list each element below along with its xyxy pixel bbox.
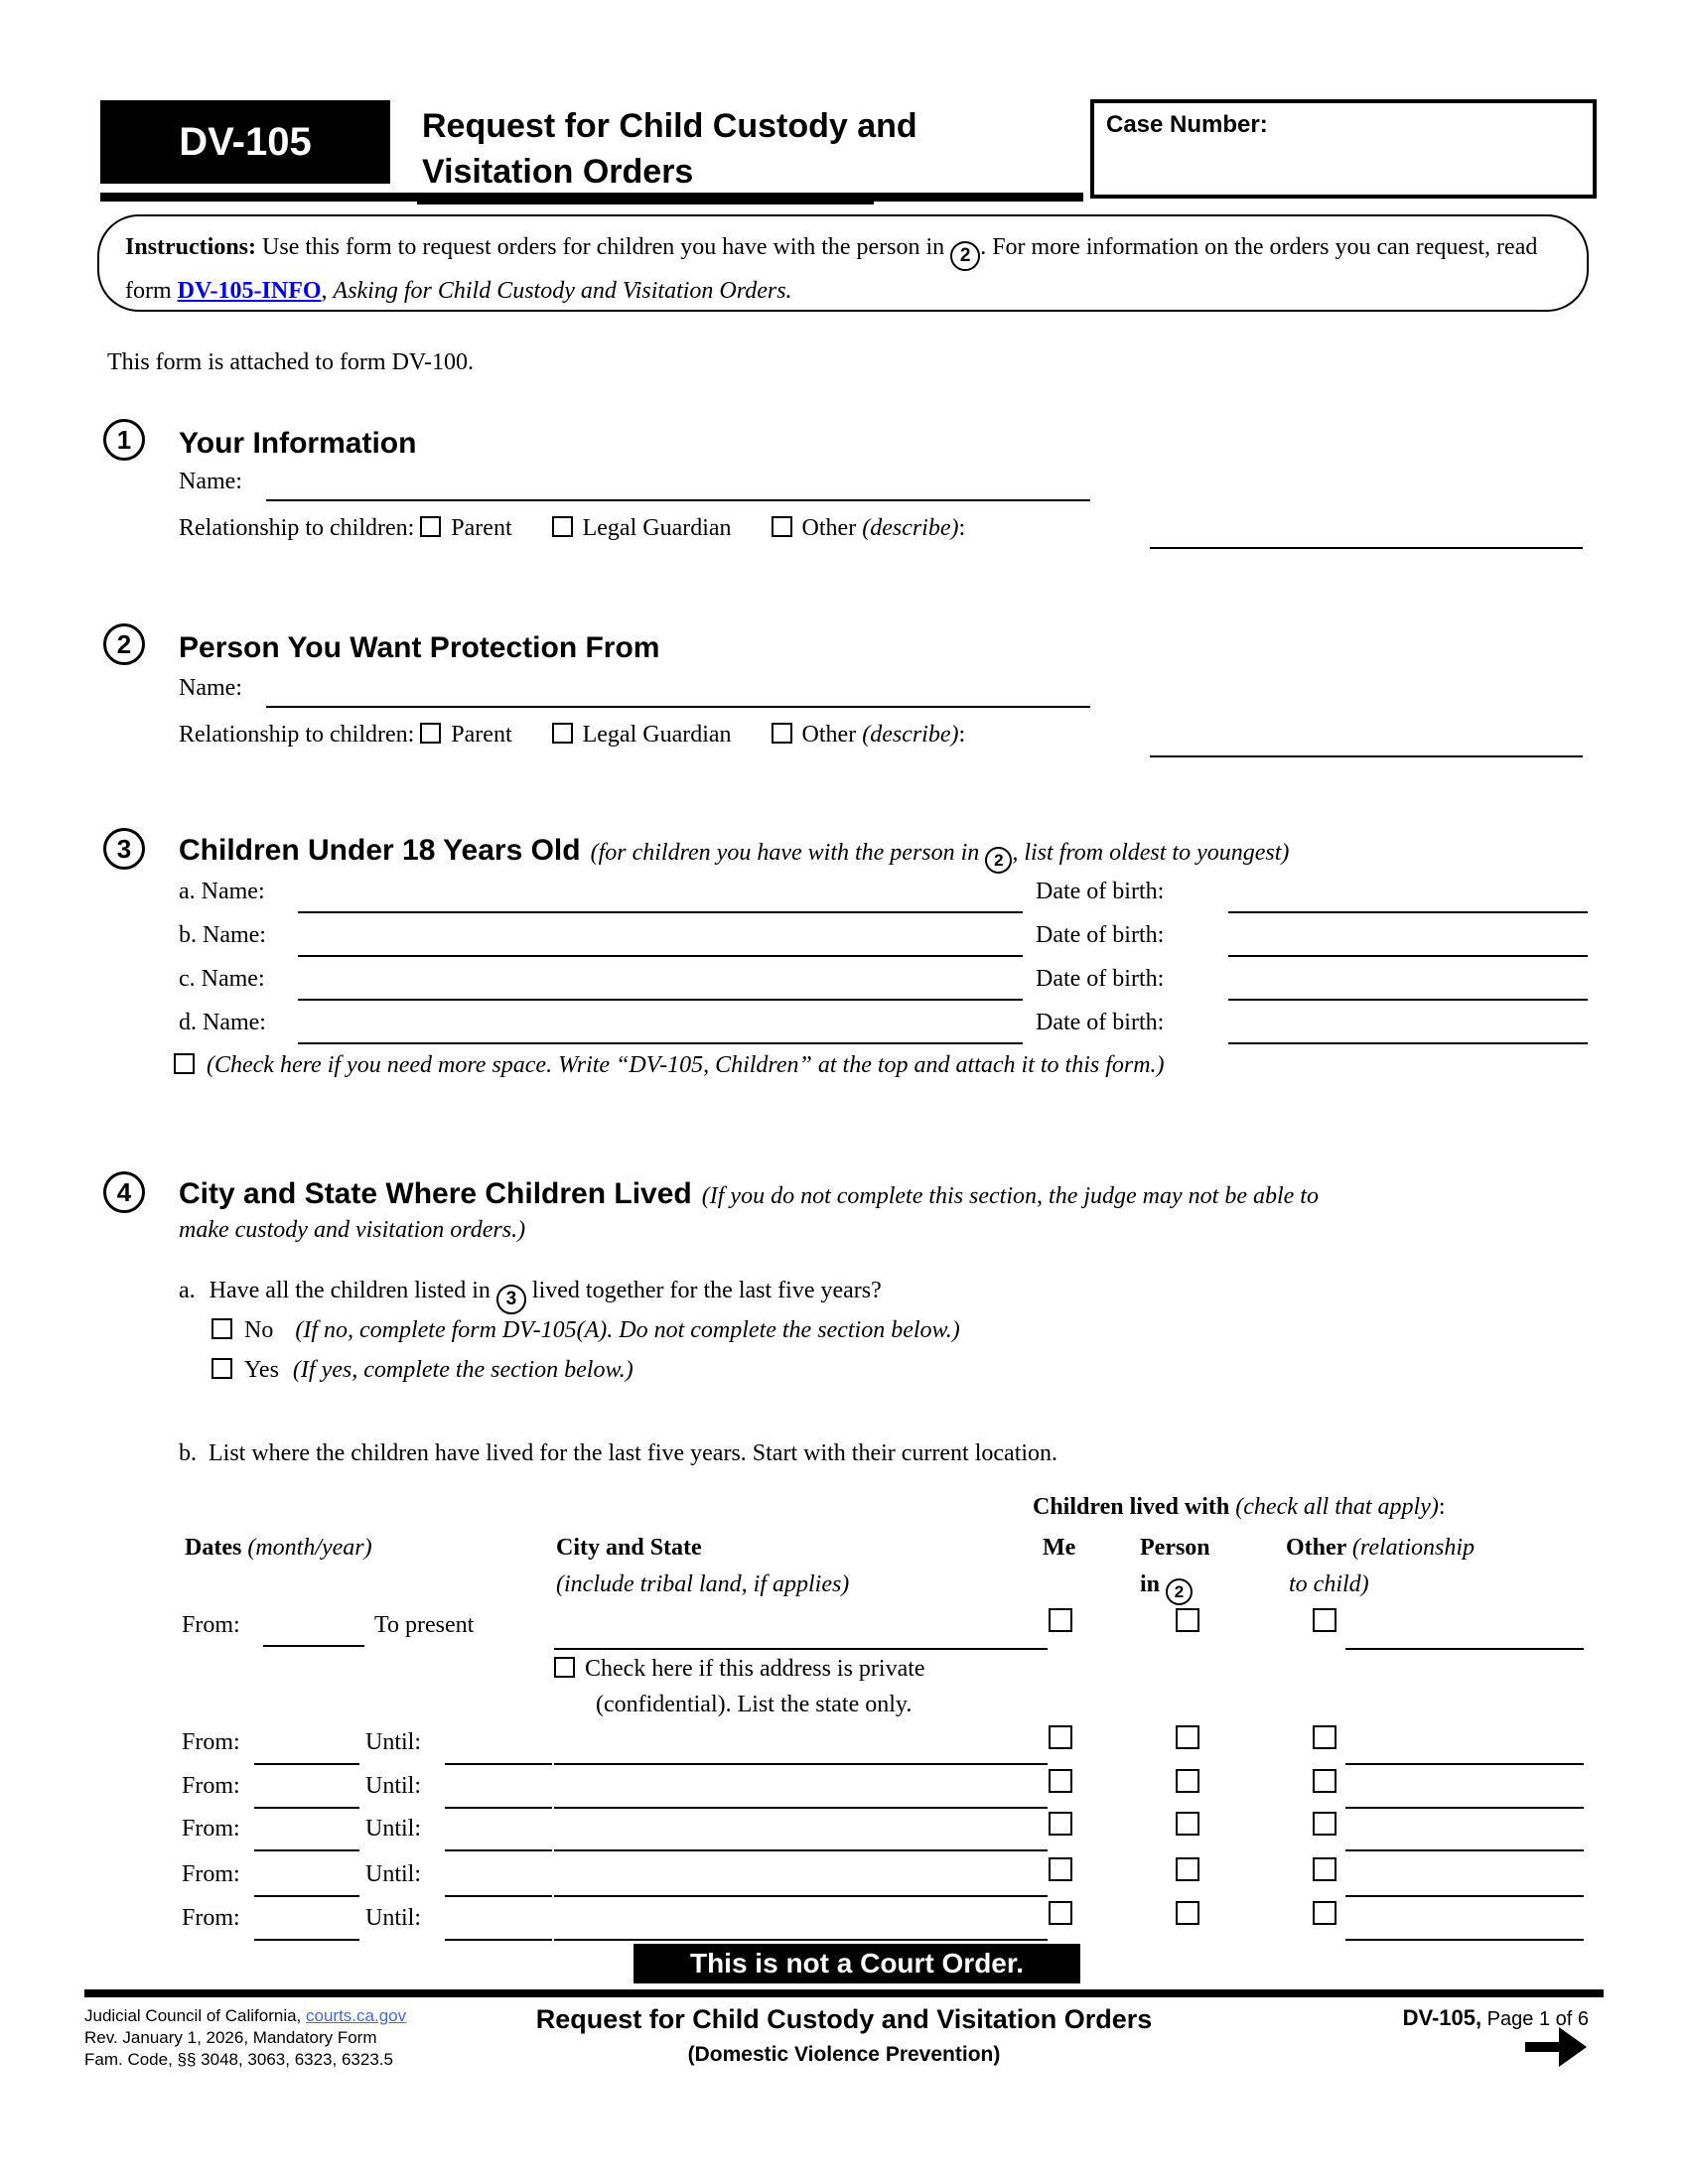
footer-agency-line bbox=[84, 2005, 406, 2027]
protected-from-name-input-line[interactable] bbox=[266, 706, 1090, 708]
col-header-other-line2: to child) bbox=[1289, 1571, 1369, 1597]
section-2-number: 2 bbox=[116, 629, 132, 659]
col-header-person-in bbox=[1140, 1571, 1193, 1605]
col-header-dates bbox=[185, 1535, 372, 1562]
row1-me-checkbox[interactable] bbox=[1049, 1608, 1072, 1632]
dv105-info-link[interactable]: DV-105-INFO bbox=[177, 277, 322, 304]
case-number-label: Case Number: bbox=[1106, 111, 1268, 138]
circled-2-icon: 2 bbox=[985, 847, 1012, 874]
row5-from-date-line[interactable] bbox=[254, 1895, 359, 1897]
pf-legal-guardian-checkbox[interactable] bbox=[552, 723, 573, 744]
protected-from-name-label: Name: bbox=[179, 675, 242, 701]
col-header-city: City and State bbox=[556, 1535, 702, 1561]
name-label: Name: bbox=[203, 922, 266, 948]
footer-revision: Rev. January 1, 2026, Mandatory Form bbox=[84, 2028, 377, 2047]
next-page-arrow-icon bbox=[1525, 2027, 1589, 2067]
your-name-input-line[interactable] bbox=[266, 499, 1090, 501]
row6-person2-checkbox[interactable] bbox=[1176, 1901, 1199, 1925]
row6-me-checkbox[interactable] bbox=[1049, 1901, 1072, 1925]
child-d-dob-label: Date of birth: bbox=[1036, 1010, 1165, 1035]
no-label: No bbox=[244, 1317, 274, 1343]
row2-me-checkbox[interactable] bbox=[1049, 1725, 1072, 1749]
question-4a bbox=[179, 1278, 882, 1314]
residence-row-current-from: From: bbox=[182, 1612, 240, 1638]
no-checkbox[interactable] bbox=[211, 1318, 232, 1339]
private-note-line2: (confidential). List the state only. bbox=[596, 1692, 913, 1717]
protected-from-relationship-row bbox=[179, 722, 965, 749]
row6-city-state-line[interactable] bbox=[554, 1939, 1048, 1941]
item-letter: b. bbox=[179, 1440, 197, 1466]
section-2-title: Person You Want Protection From bbox=[179, 631, 660, 664]
pf-other-describe-line[interactable] bbox=[1150, 755, 1583, 757]
form-code: DV-105 bbox=[179, 119, 312, 164]
instructions-form-name: Asking for Child Custody and Visitation Orders. bbox=[333, 277, 792, 304]
child-a-dob-label: Date of birth: bbox=[1036, 879, 1165, 904]
yes-label: Yes bbox=[244, 1357, 279, 1383]
section-1-number: 1 bbox=[116, 425, 132, 455]
circled-2-icon: 2 bbox=[1166, 1578, 1193, 1605]
describe-label: (describe) bbox=[862, 515, 959, 541]
legal-guardian-label: Legal Guardian bbox=[582, 515, 732, 541]
section-4-subtitle-line2: make custody and visitation orders.) bbox=[179, 1217, 526, 1243]
your-parent-checkbox[interactable] bbox=[420, 516, 441, 537]
name-label: Name: bbox=[201, 879, 265, 904]
row6-other-checkbox[interactable] bbox=[1313, 1901, 1336, 1925]
residence-row-until: Until: bbox=[365, 1729, 422, 1755]
row1-city-state-line[interactable] bbox=[554, 1648, 1048, 1650]
row3-me-checkbox[interactable] bbox=[1049, 1769, 1072, 1793]
row4-other-relationship-line[interactable] bbox=[1345, 1849, 1584, 1851]
title-underline bbox=[417, 202, 874, 205]
child-d-dob-line[interactable] bbox=[1228, 1042, 1588, 1044]
row5-until-date-line[interactable] bbox=[445, 1895, 552, 1897]
section-3-title bbox=[179, 832, 1289, 874]
child-a-name-line[interactable] bbox=[298, 911, 1023, 913]
row3-other-checkbox[interactable] bbox=[1313, 1769, 1336, 1793]
row4-me-checkbox[interactable] bbox=[1049, 1812, 1072, 1836]
section-4-subtitle-line1: (If you do not complete this section, the judge may not be able to bbox=[701, 1183, 1319, 1209]
residence-row-until: Until: bbox=[365, 1861, 422, 1887]
section-4-title bbox=[179, 1175, 1319, 1213]
other-italic-line1: (relationship bbox=[1351, 1535, 1475, 1561]
child-b-name-label bbox=[179, 922, 266, 949]
child-c-dob-line[interactable] bbox=[1228, 999, 1588, 1001]
child-a-dob-line[interactable] bbox=[1228, 911, 1588, 913]
residence-row-from: From: bbox=[182, 1729, 240, 1755]
row2-other-checkbox[interactable] bbox=[1313, 1725, 1336, 1749]
section-1-title: Your Information bbox=[179, 427, 417, 460]
child-b-dob-label: Date of birth: bbox=[1036, 922, 1165, 948]
section-3-title-text: Children Under 18 Years Old bbox=[179, 834, 581, 867]
your-legal-guardian-checkbox[interactable] bbox=[552, 516, 573, 537]
residence-row-from: From: bbox=[182, 1905, 240, 1931]
row4-from-date-line[interactable] bbox=[254, 1849, 359, 1851]
pf-parent-checkbox[interactable] bbox=[420, 723, 441, 744]
row3-other-relationship-line[interactable] bbox=[1345, 1807, 1584, 1809]
row1-from-date-line[interactable] bbox=[263, 1645, 364, 1647]
legal-guardian-label: Legal Guardian bbox=[582, 722, 732, 748]
row5-other-relationship-line[interactable] bbox=[1345, 1895, 1584, 1897]
section-3-badge bbox=[103, 828, 145, 870]
form-title bbox=[422, 103, 917, 195]
row-letter: c. bbox=[179, 966, 196, 992]
not-court-order-text: This is not a Court Order. bbox=[689, 1948, 1025, 1979]
row2-city-state-line[interactable] bbox=[554, 1763, 1048, 1765]
dates-label: Dates bbox=[185, 1535, 248, 1561]
instructions-box bbox=[97, 214, 1589, 312]
col-header-city-note: (include tribal land, if applies) bbox=[556, 1571, 850, 1597]
more-space-note: (Check here if you need more space. Write “DV-105, Children” at the top and attach it to this form.) bbox=[207, 1052, 1165, 1078]
footer-left-block bbox=[84, 2005, 406, 2071]
section-4-number: 4 bbox=[116, 1177, 132, 1207]
form-title-line2: Visitation Orders bbox=[422, 153, 694, 191]
residence-row-until: Until: bbox=[365, 1773, 422, 1799]
section-3-subtitle-post: , list from oldest to youngest) bbox=[1012, 840, 1290, 866]
footer-form-code: DV-105, bbox=[1402, 2005, 1482, 2030]
section-3-subtitle-pre: (for children you have with the person in bbox=[590, 840, 986, 866]
more-space-row bbox=[174, 1052, 1165, 1079]
your-other-describe-line[interactable] bbox=[1150, 547, 1583, 549]
item-4b-text: List where the children have lived for the last five years. Start with their current location. bbox=[209, 1440, 1058, 1466]
row5-other-checkbox[interactable] bbox=[1313, 1857, 1336, 1881]
row1-other-checkbox[interactable] bbox=[1313, 1608, 1336, 1632]
instructions-text-1: Use this form to request orders for children you have with the person in bbox=[256, 234, 951, 260]
arrow-shaft bbox=[1525, 2042, 1561, 2052]
header-rule bbox=[100, 193, 1083, 202]
more-space-checkbox[interactable] bbox=[174, 1053, 195, 1074]
section-1-badge bbox=[103, 419, 145, 461]
footer-page-number: Page 1 of 6 bbox=[1481, 2008, 1589, 2030]
arrow-head bbox=[1559, 2027, 1587, 2067]
instructions-comma: , bbox=[321, 277, 334, 304]
section-4-badge bbox=[103, 1171, 145, 1213]
lived-with-header bbox=[1033, 1494, 1446, 1521]
section-3-number: 3 bbox=[116, 834, 132, 864]
lived-with-colon: : bbox=[1438, 1494, 1446, 1520]
residence-row-from: From: bbox=[182, 1773, 240, 1799]
dates-italic: (month/year) bbox=[247, 1535, 372, 1561]
row1-person2-checkbox[interactable] bbox=[1176, 1608, 1199, 1632]
child-c-name-line[interactable] bbox=[298, 999, 1023, 1001]
row4-other-checkbox[interactable] bbox=[1313, 1812, 1336, 1836]
question-4a-pre: Have all the children listed in bbox=[209, 1278, 496, 1303]
name-label: Name: bbox=[203, 1010, 266, 1035]
row-letter: b. bbox=[179, 922, 197, 948]
row3-until-date-line[interactable] bbox=[445, 1807, 552, 1809]
row3-person2-checkbox[interactable] bbox=[1176, 1769, 1199, 1793]
your-other-checkbox[interactable] bbox=[772, 516, 792, 537]
lived-with-label: Children lived with bbox=[1033, 1494, 1236, 1520]
item-4b bbox=[179, 1440, 1057, 1467]
child-d-name-label bbox=[179, 1010, 266, 1036]
footer-center-block bbox=[427, 2004, 1261, 2067]
instructions-text-2: . For more information on the orders you can request, read form bbox=[125, 234, 1538, 304]
footer-code-refs: Fam. Code, §§ 3048, 3063, 6323, 6323.5 bbox=[84, 2050, 393, 2069]
row2-other-relationship-line[interactable] bbox=[1345, 1763, 1584, 1765]
section-4-title-text: City and State Where Children Lived bbox=[179, 1177, 692, 1210]
child-b-dob-line[interactable] bbox=[1228, 955, 1588, 957]
residence-row-from: From: bbox=[182, 1861, 240, 1887]
row3-from-date-line[interactable] bbox=[254, 1807, 359, 1809]
child-c-name-label bbox=[179, 966, 265, 993]
form-title-line1: Request for Child Custody and bbox=[422, 107, 917, 145]
parent-label: Parent bbox=[451, 515, 512, 541]
row4-city-state-line[interactable] bbox=[554, 1849, 1048, 1851]
row3-city-state-line[interactable] bbox=[554, 1807, 1048, 1809]
person-in-label: in bbox=[1140, 1571, 1167, 1597]
residence-row-from: From: bbox=[182, 1816, 240, 1842]
answer-yes-row bbox=[211, 1357, 633, 1384]
instructions-label: Instructions: bbox=[125, 234, 257, 260]
answer-no-row bbox=[211, 1317, 960, 1344]
no-note: (If no, complete form DV-105(A). Do not complete the section below.) bbox=[295, 1317, 960, 1343]
item-letter: a. bbox=[179, 1278, 196, 1303]
residence-row-until: Until: bbox=[365, 1905, 422, 1931]
yes-note: (If yes, complete the section below.) bbox=[292, 1357, 633, 1383]
footer-form-title: Request for Child Custody and Visitation Orders bbox=[535, 2004, 1153, 2034]
parent-label: Parent bbox=[451, 722, 512, 748]
not-court-order-banner bbox=[633, 1944, 1080, 1983]
row2-person2-checkbox[interactable] bbox=[1176, 1725, 1199, 1749]
section-3-subtitle bbox=[590, 840, 1290, 870]
other-label: Other bbox=[1286, 1535, 1352, 1561]
relationship-label: Relationship to children: bbox=[179, 722, 415, 748]
row5-city-state-line[interactable] bbox=[554, 1895, 1048, 1897]
form-code-badge bbox=[100, 100, 390, 184]
private-address-row bbox=[554, 1656, 925, 1683]
section-2-badge bbox=[103, 623, 145, 665]
row1-other-relationship-line[interactable] bbox=[1345, 1648, 1584, 1650]
other-label: Other bbox=[801, 515, 863, 541]
describe-colon: : bbox=[958, 722, 966, 748]
row1-to-present-label: To present bbox=[374, 1612, 475, 1638]
child-a-name-label bbox=[179, 879, 265, 905]
footer-agency: Judicial Council of California, bbox=[84, 2006, 306, 2025]
footer-rule bbox=[84, 1989, 1604, 1997]
child-c-dob-label: Date of birth: bbox=[1036, 966, 1165, 992]
child-d-name-line[interactable] bbox=[298, 1042, 1023, 1044]
name-label: Name: bbox=[201, 966, 265, 992]
col-header-me: Me bbox=[1043, 1535, 1076, 1561]
pf-other-checkbox[interactable] bbox=[772, 723, 792, 744]
attached-note: This form is attached to form DV-100. bbox=[107, 349, 475, 375]
row6-until-date-line[interactable] bbox=[445, 1939, 552, 1941]
circled-2-icon: 2 bbox=[950, 241, 980, 271]
case-number-box[interactable] bbox=[1090, 99, 1597, 199]
other-label: Other bbox=[801, 722, 863, 748]
footer-form-subtitle: (Domestic Violence Prevention) bbox=[687, 2043, 1001, 2066]
private-address-checkbox[interactable] bbox=[554, 1657, 575, 1678]
col-header-other bbox=[1286, 1535, 1475, 1562]
relationship-label: Relationship to children: bbox=[179, 515, 415, 541]
row-letter: a. bbox=[179, 879, 196, 904]
residence-row-until: Until: bbox=[365, 1816, 422, 1842]
row2-until-date-line[interactable] bbox=[445, 1763, 552, 1765]
describe-label: (describe) bbox=[862, 722, 959, 748]
row6-other-relationship-line[interactable] bbox=[1345, 1939, 1584, 1941]
row4-until-date-line[interactable] bbox=[445, 1849, 552, 1851]
row6-from-date-line[interactable] bbox=[254, 1939, 359, 1941]
describe-colon: : bbox=[958, 515, 966, 541]
lived-with-italic: (check all that apply) bbox=[1235, 1494, 1439, 1520]
child-b-name-line[interactable] bbox=[298, 955, 1023, 957]
row5-me-checkbox[interactable] bbox=[1049, 1857, 1072, 1881]
yes-checkbox[interactable] bbox=[211, 1358, 232, 1379]
row-letter: d. bbox=[179, 1010, 197, 1035]
row4-person2-checkbox[interactable] bbox=[1176, 1812, 1199, 1836]
row5-person2-checkbox[interactable] bbox=[1176, 1857, 1199, 1881]
your-name-label: Name: bbox=[179, 469, 242, 494]
circled-3-icon: 3 bbox=[496, 1285, 526, 1314]
col-header-person: Person bbox=[1140, 1535, 1210, 1561]
question-4a-post: lived together for the last five years? bbox=[525, 1278, 882, 1303]
courts-ca-gov-link[interactable]: courts.ca.gov bbox=[306, 2006, 407, 2025]
row2-from-date-line[interactable] bbox=[254, 1763, 359, 1765]
your-relationship-row bbox=[179, 515, 965, 542]
private-note-line1: Check here if this address is private bbox=[585, 1656, 925, 1682]
